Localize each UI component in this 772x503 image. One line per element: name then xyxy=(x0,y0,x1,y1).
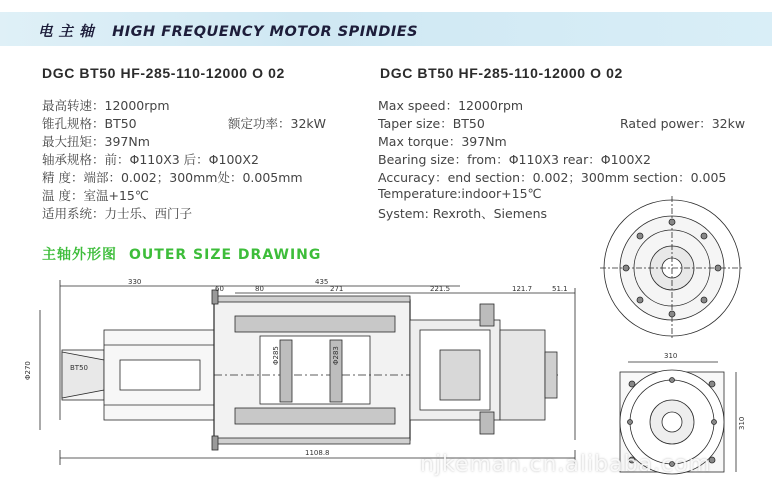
spec-cn-torque: 最大扭矩：397Nm xyxy=(42,134,150,149)
dim-1217: 121.7 xyxy=(512,285,533,293)
spec-en-system: System: Rexroth、Siemens xyxy=(378,206,548,221)
watermark: njkeman.cn.alibaba.com xyxy=(420,452,712,477)
dim-phi270: Φ270 xyxy=(24,361,32,380)
dim-310-v: 310 xyxy=(738,416,746,430)
model-number-right: DGC BT50 HF-285-110-12000 O 02 xyxy=(380,65,623,81)
dim-435: 435 xyxy=(315,278,329,286)
banner-title-cn: 电 主 轴 xyxy=(38,24,95,40)
spec-cn-accuracy: 精 度：端部：0.002；300mm处：0.005mm xyxy=(42,170,303,185)
dim-80: 80 xyxy=(255,285,264,293)
spec-cn-max-speed: 最高转速：12000rpm xyxy=(42,98,170,113)
spec-cn-taper: 锥孔规格：BT50 xyxy=(42,116,137,131)
end-view-top xyxy=(600,196,744,340)
dim-phi285: Φ285 xyxy=(272,346,280,365)
spec-en-accuracy: Accuracy：end section：0.002；300mm section：0.005 xyxy=(378,170,727,185)
spec-cn-power: 额定功率：32kW xyxy=(228,116,327,131)
dim-60: 60 xyxy=(215,285,224,293)
dim-330: 330 xyxy=(128,278,142,286)
section-title-en: OUTER SIZE DRAWING xyxy=(129,247,322,263)
dim-bt50: BT50 xyxy=(70,364,88,372)
dim-phi283: Φ283 xyxy=(332,346,340,365)
banner-title-en: HIGH FREQUENCY MOTOR SPINDIES xyxy=(112,24,419,40)
dim-11088: 1108.8 xyxy=(305,449,330,457)
spec-en-bearing: Bearing size：from：Φ110X3 rear：Φ100X2 xyxy=(378,152,651,167)
spindle-side-view xyxy=(40,280,575,465)
dim-2215: 221.5 xyxy=(430,285,451,293)
model-number-left: DGC BT50 HF-285-110-12000 O 02 xyxy=(42,65,285,81)
spec-en-max-speed: Max speed：12000rpm xyxy=(378,98,524,113)
spec-cn-bearing: 轴承规格：前：Φ110X3 后：Φ100X2 xyxy=(42,152,259,167)
spec-cn-temperature: 温 度：室温+15℃ xyxy=(42,188,149,203)
spec-en-torque: Max torque：397Nm xyxy=(378,134,507,149)
section-title-cn: 主轴外形图 xyxy=(42,247,117,263)
dim-310-h: 310 xyxy=(664,352,678,360)
dim-271: 271 xyxy=(330,285,344,293)
dim-511: 51.1 xyxy=(552,285,568,293)
spec-en-temperature: Temperature:indoor+15℃ xyxy=(378,186,542,201)
spec-en-taper: Taper size：BT50 xyxy=(378,116,485,131)
spec-en-power: Rated power：32kw xyxy=(620,116,746,131)
spec-cn-system: 适用系统：力士乐、西门子 xyxy=(42,206,193,221)
